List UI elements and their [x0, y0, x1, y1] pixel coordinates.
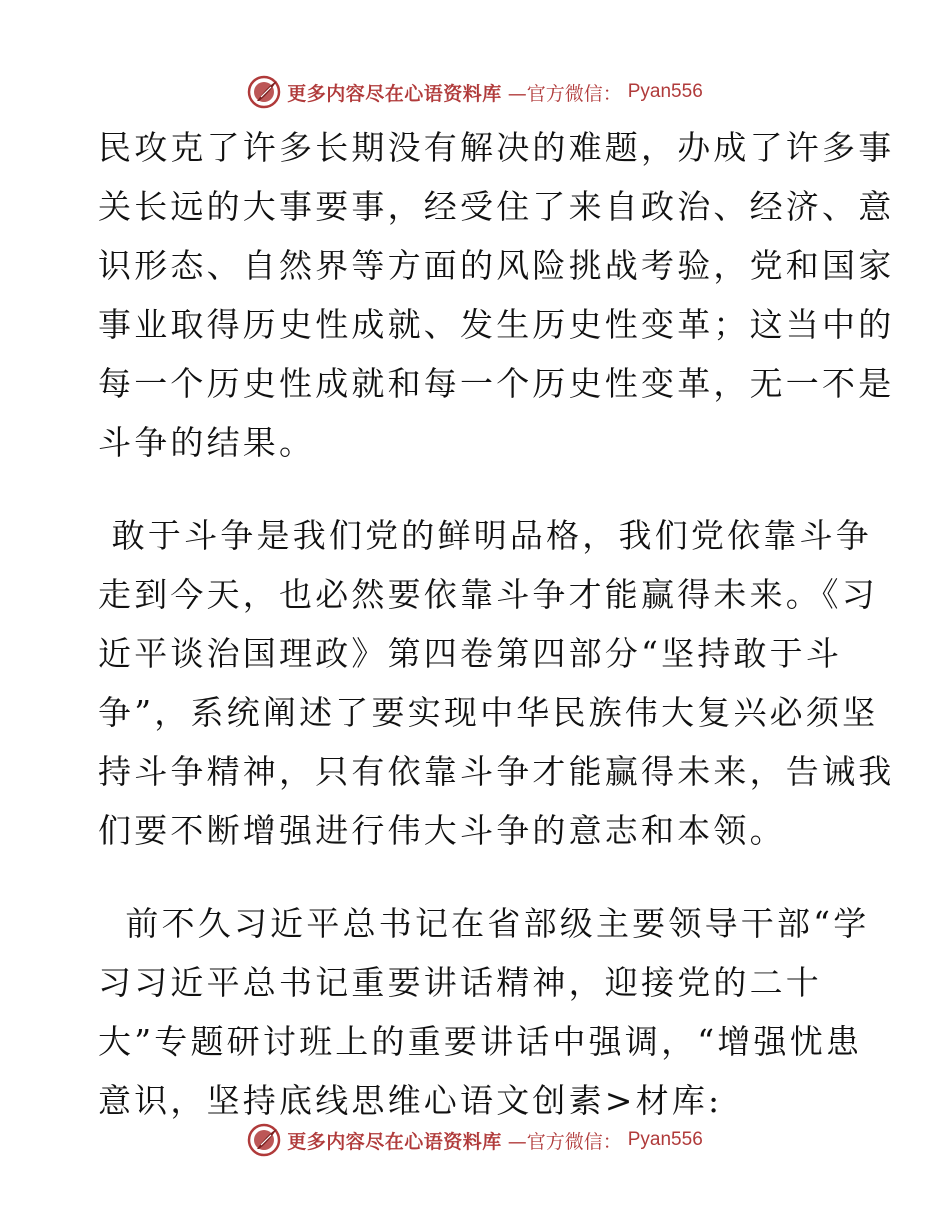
- text-line: 事业取得历史性成就、发生历史性变革；这当中的: [98, 305, 895, 344]
- header-watermark: [0, 72, 950, 112]
- paragraph-3: [98, 894, 870, 1130]
- text-line: 识形态、自然界等方面的风险挑战考验，党和国家: [98, 246, 895, 285]
- feather-logo-icon: [247, 1123, 281, 1157]
- document-body: [98, 118, 895, 1130]
- text-line: 民攻克了许多长期没有解决的难题，办成了许多事: [98, 128, 895, 167]
- watermark-main-text: 更多内容尽在心语资料库: [287, 1130, 502, 1153]
- text-line: 前不久习近平总书记在省部级主要领导干部“学: [98, 904, 870, 943]
- watermark-sub-text: —官方微信：: [507, 82, 622, 105]
- paragraph-2: [98, 506, 895, 860]
- watermark-handle: Pyan556: [627, 81, 703, 102]
- watermark-sub-text: —官方微信：: [507, 1130, 622, 1153]
- watermark-handle: Pyan556: [627, 1129, 703, 1150]
- text-line: 走到今天，也必然要依靠斗争才能赢得未来。《习: [98, 575, 878, 614]
- footer-watermark: [0, 1120, 950, 1160]
- text-line: 争”，系统阐述了要实现中华民族伟大复兴必须坚: [98, 693, 879, 732]
- text-line: 意识，坚持底线思维心语文创素>材库:: [98, 1081, 723, 1120]
- text-line: 们要不断增强进行伟大斗争的意志和本领。: [98, 811, 786, 850]
- text-line: 斗争的结果。: [98, 423, 316, 462]
- text-line: 持斗争精神，只有依靠斗争才能赢得未来，告诫我: [98, 752, 895, 791]
- feather-logo-icon: [247, 75, 281, 109]
- text-line: 关长远的大事要事，经受住了来自政治、经济、意: [98, 187, 895, 226]
- text-line: 习习近平总书记重要讲话精神，迎接党的二十: [98, 963, 822, 1002]
- text-line: 敢于斗争是我们党的鲜明品格，我们党依靠斗争: [98, 516, 872, 555]
- text-line: 每一个历史性成就和每一个历史性变革，无一不是: [98, 364, 895, 403]
- text-line: 大”专题研讨班上的重要讲话中强调，“增强忧患: [98, 1022, 863, 1061]
- text-line: 近平谈治国理政》第四卷第四部分“坚持敢于斗: [98, 634, 843, 673]
- watermark-main-text: 更多内容尽在心语资料库: [287, 82, 502, 105]
- paragraph-1: [98, 118, 895, 472]
